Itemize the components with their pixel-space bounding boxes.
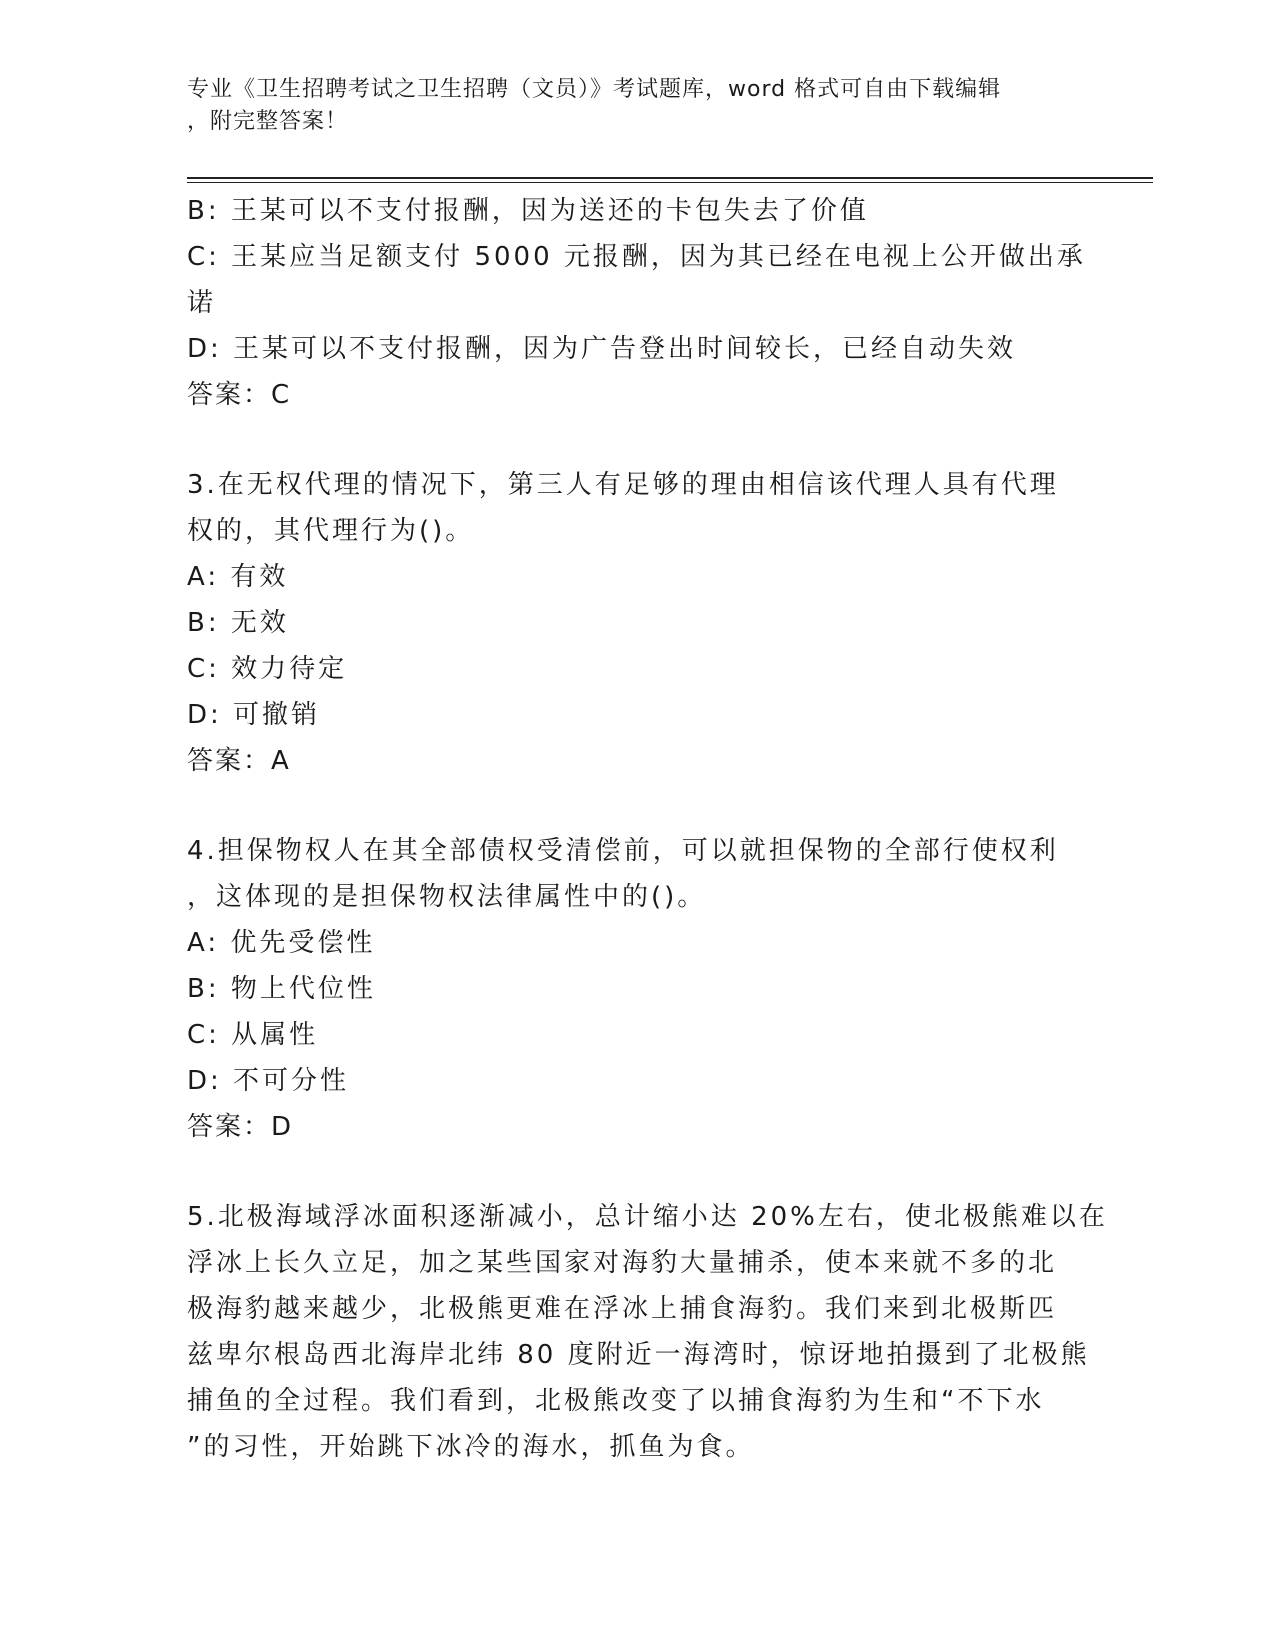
question-2 bbox=[187, 188, 1087, 418]
q2-option-c-line-2: 诺 bbox=[187, 288, 217, 318]
q3-option-c: C: 效力待定 bbox=[187, 654, 348, 684]
q5-stem-line: 5.北极海域浮冰面积逐渐减小，总计缩小达 20%左右，使北极熊难以在 bbox=[187, 1202, 1108, 1232]
question-4 bbox=[187, 828, 1087, 1150]
q4-option-c: C: 从属性 bbox=[187, 1020, 319, 1050]
q2-option-c-line-1: C: 王某应当足额支付 5000 元报酬，因为其已经在电视上公开做出承 bbox=[187, 242, 1086, 272]
q4-option-a: A: 优先受偿性 bbox=[187, 928, 376, 958]
q4-stem-line-1: 4.担保物权人在其全部债权受清偿前，可以就担保物的全部行使权利 bbox=[187, 836, 1059, 866]
header-rule-thick bbox=[187, 177, 1153, 179]
q3-option-d: D: 可撤销 bbox=[187, 700, 321, 730]
spacer bbox=[187, 418, 1087, 462]
header-line-2: ，附完整答案！ bbox=[187, 109, 349, 134]
q5-stem-line: ”的习性，开始跳下冰冷的海水，抓鱼为食。 bbox=[187, 1432, 755, 1462]
spacer bbox=[187, 1150, 1087, 1194]
q4-stem-line-2: ，这体现的是担保物权法律属性中的()。 bbox=[187, 882, 707, 912]
header-rule-thin bbox=[187, 182, 1153, 183]
document-content bbox=[187, 188, 1108, 1470]
q3-stem-line-1: 3.在无权代理的情况下，第三人有足够的理由相信该代理人具有代理 bbox=[187, 470, 1059, 500]
q5-stem-line: 兹卑尔根岛西北海岸北纬 80 度附近一海湾时，惊讶地拍摄到了北极熊 bbox=[187, 1340, 1090, 1370]
q5-stem-line: 极海豹越来越少，北极熊更难在浮冰上捕食海豹。我们来到北极斯匹 bbox=[187, 1294, 1058, 1324]
q5-stem-line: 浮冰上长久立足，加之某些国家对海豹大量捕杀，使本来就不多的北 bbox=[187, 1248, 1058, 1278]
header-line-1: 专业《卫生招聘考试之卫生招聘（文员）》考试题库，word 格式可自由下载编辑 bbox=[187, 77, 1002, 102]
q3-option-a: A: 有效 bbox=[187, 562, 289, 592]
q2-option-b: B: 王某可以不支付报酬，因为送还的卡包失去了价值 bbox=[187, 196, 869, 226]
spacer bbox=[187, 784, 1087, 828]
q2-option-d: D: 王某可以不支付报酬，因为广告登出时间较长，已经自动失效 bbox=[187, 334, 1017, 364]
q5-stem-line: 捕鱼的全过程。我们看到，北极熊改变了以捕食海豹为生和“不下水 bbox=[187, 1386, 1045, 1416]
question-5 bbox=[187, 1194, 1108, 1470]
q3-stem-line-2: 权的，其代理行为()。 bbox=[187, 516, 475, 546]
q3-option-b: B: 无效 bbox=[187, 608, 289, 638]
q3-answer: 答案：A bbox=[187, 746, 291, 776]
q4-option-b: B: 物上代位性 bbox=[187, 974, 376, 1004]
document-header bbox=[187, 74, 1067, 138]
q4-answer: 答案：D bbox=[187, 1112, 294, 1142]
question-3 bbox=[187, 462, 1087, 784]
q4-option-d: D: 不可分性 bbox=[187, 1066, 350, 1096]
q2-answer: 答案：C bbox=[187, 380, 292, 410]
